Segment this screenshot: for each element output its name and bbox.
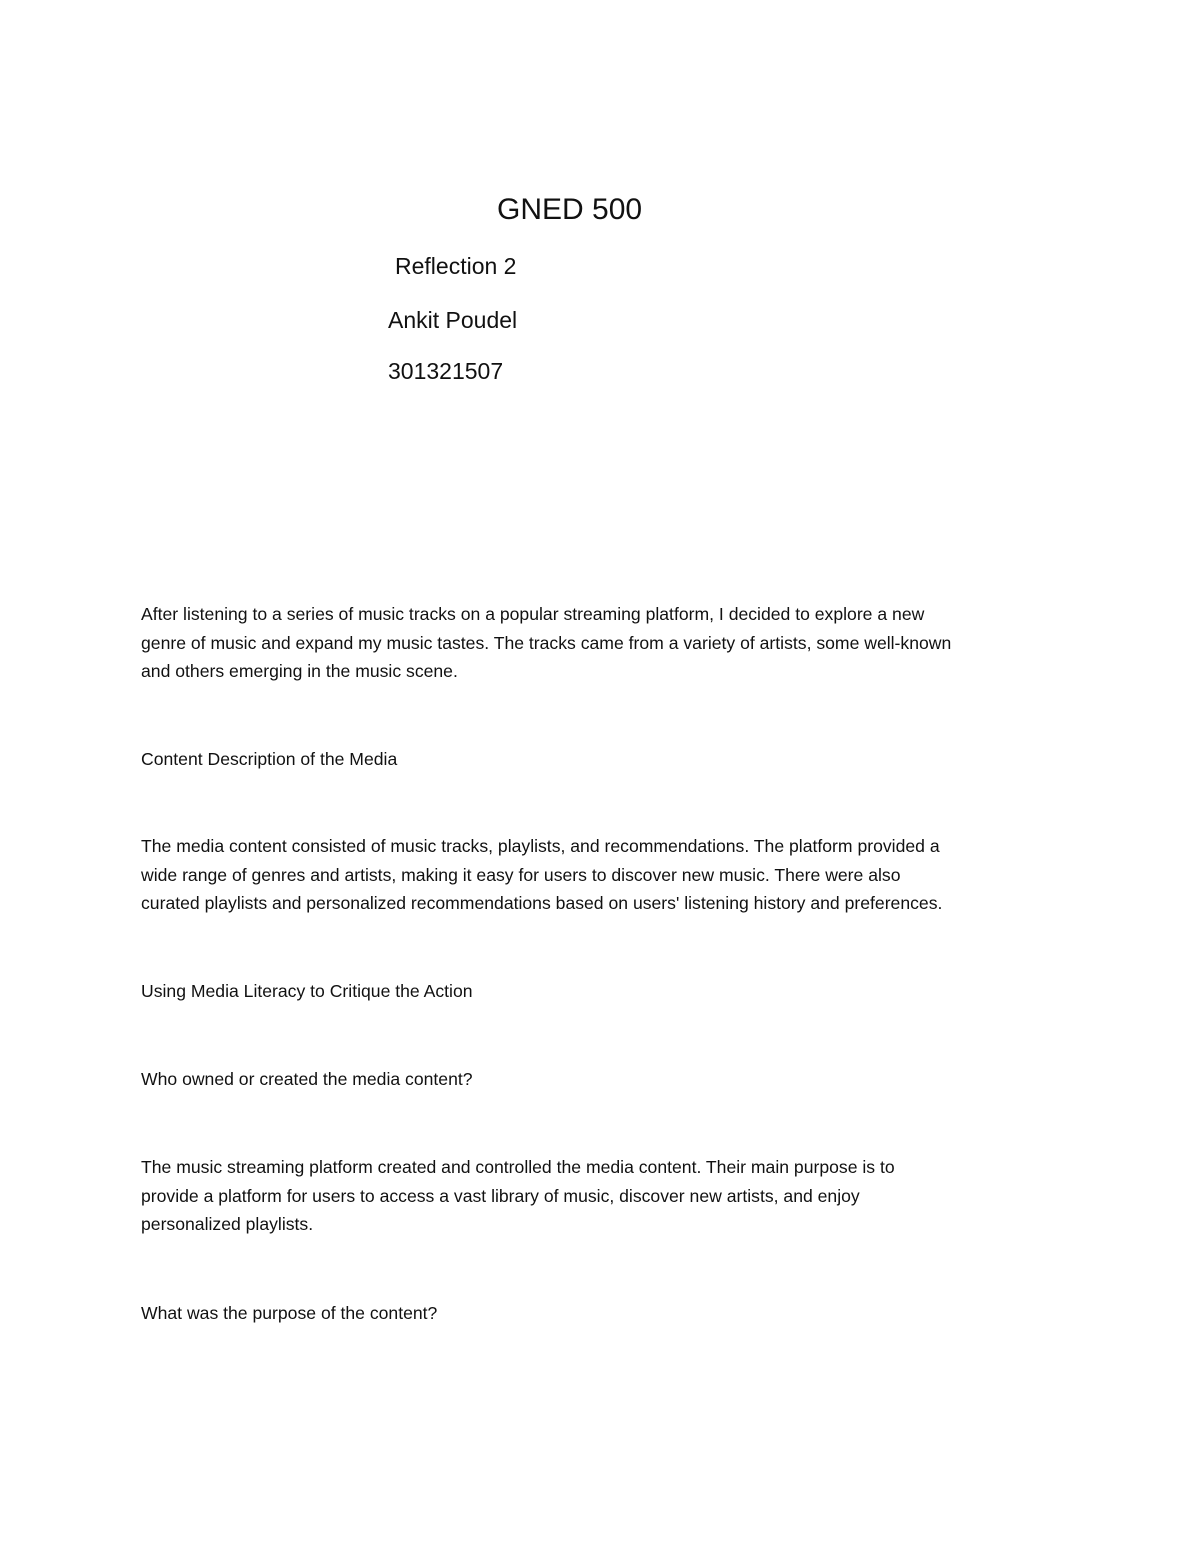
intro-paragraph (141, 600, 1061, 686)
student-id: 301321507 (388, 358, 504, 384)
owner-answer-line-3: personalized playlists. (141, 1214, 314, 1235)
content-description-paragraph (141, 832, 1061, 918)
owner-answer-line-2: provide a platform for users to access a vast library of music, discover new artists, and enjoy (141, 1185, 860, 1206)
author-name: Ankit Poudel (388, 307, 518, 333)
intro-line-1: After listening to a series of music tracks on a popular streaming platform, I decided to explore a new (141, 604, 925, 624)
question-purpose: What was the purpose of the content? (141, 1303, 438, 1323)
content-description-line-2: wide range of genres and artists, making it easy for users to discover new music. There were also (141, 864, 901, 885)
course-title: GNED 500 (497, 193, 643, 226)
question-owner: Who owned or created the media content? (141, 1069, 473, 1089)
section-heading-content-description: Content Description of the Media (141, 749, 398, 769)
owner-answer-line-1: The music streaming platform created and controlled the media content. Their main purpose is to (141, 1157, 895, 1177)
content-description-line-3: curated playlists and personalized recommendations based on users' listening history and preferences. (141, 893, 943, 914)
intro-line-3: and others emerging in the music scene. (141, 661, 458, 682)
assignment-title: Reflection 2 (395, 253, 517, 279)
intro-line-2: genre of music and expand my music tastes. The tracks came from a variety of artists, some well-known (141, 632, 952, 653)
owner-answer-paragraph (141, 1153, 1061, 1239)
section-heading-media-literacy: Using Media Literacy to Critique the Action (141, 981, 473, 1001)
content-description-line-1: The media content consisted of music tracks, playlists, and recommendations. The platform provided a (141, 836, 940, 856)
